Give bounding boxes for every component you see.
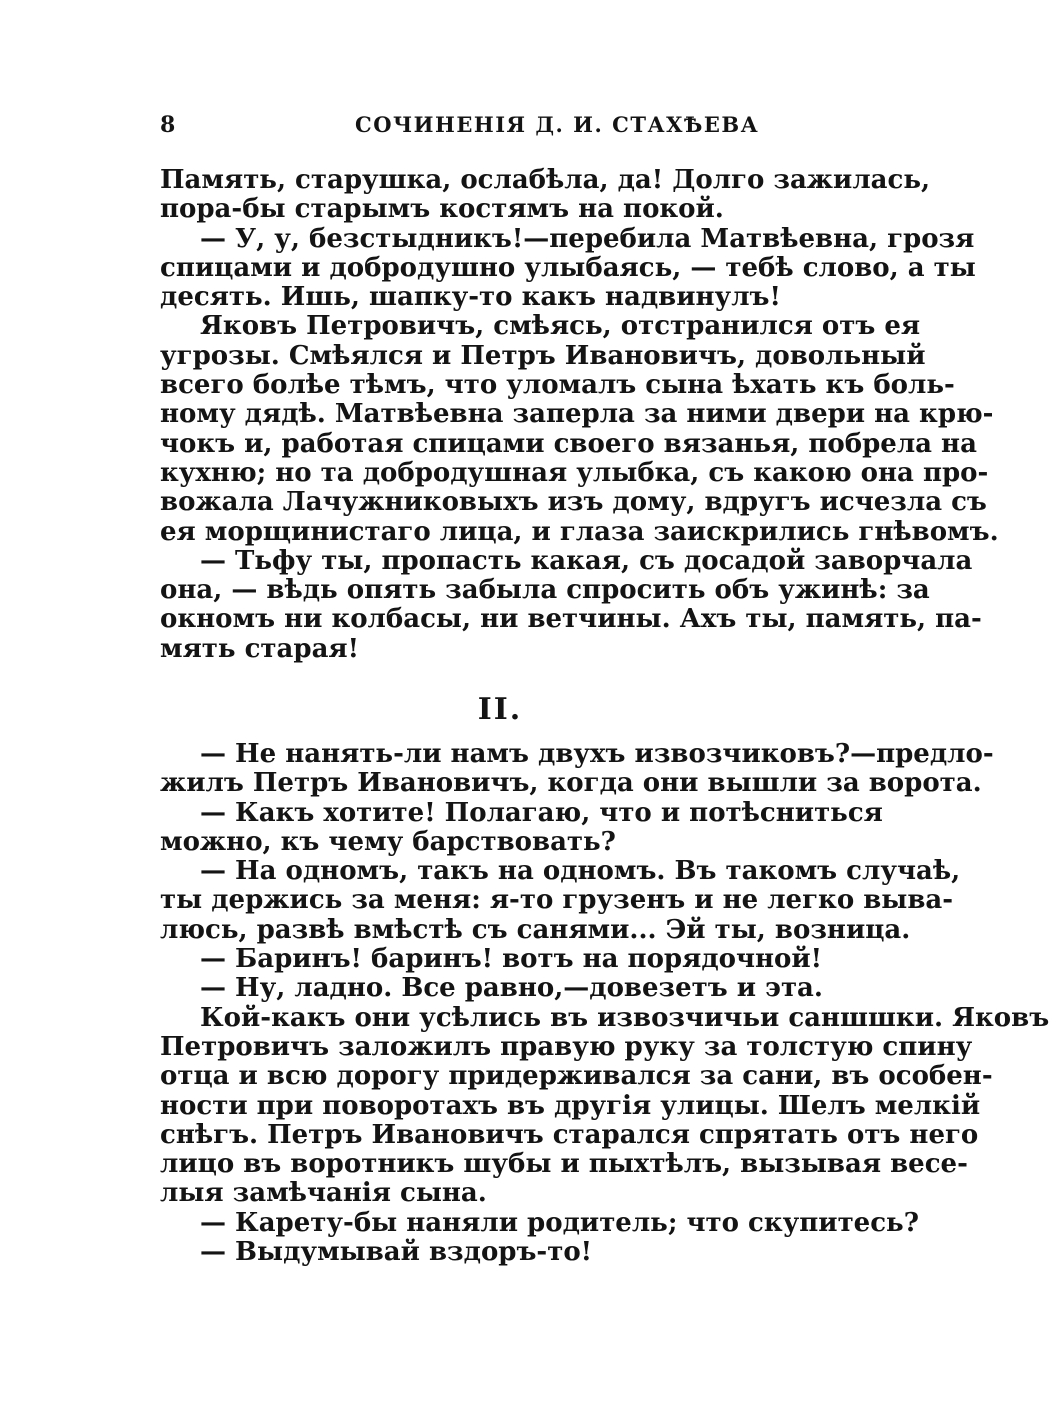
text-block-chapter-two [160, 739, 1049, 1268]
text-line: ности при поворотахъ въ другія улицы. Шелъ мелкій [160, 1090, 981, 1121]
text-line: — Выдумывай вздоръ-то! [200, 1237, 593, 1268]
text-line: — Какъ хотите! Полагаю, что и потѣсниться [200, 797, 883, 828]
text-line: ты держись за меня: я-то грузенъ и не легко выва- [160, 885, 954, 916]
text-line: десять. Ишь, шапку-то какъ надвинулъ! [160, 282, 781, 313]
text-line: вожала Лачужниковыхъ изъ дому, вдругъ исчезла съ [160, 487, 987, 518]
text-line: жилъ Петръ Ивановичъ, когда они вышли за ворота. [160, 768, 982, 799]
text-line: — Не нанять-ли намъ двухъ извозчиковъ?—предло- [200, 739, 994, 769]
text-line: лицо въ воротникъ шубы и пыхтѣлъ, вызывая весе- [160, 1149, 968, 1180]
page-header [160, 112, 850, 142]
text-line: — У, у, безстыдникъ!—перебила Матвѣевна, грозя [200, 223, 975, 254]
text-line: Петровичъ заложилъ правую руку за толстую спину [160, 1031, 973, 1062]
text-line: — Тьфу ты, пропасть какая, съ досадой заворчала [200, 545, 973, 576]
text-line: мять старая! [160, 633, 360, 664]
chapter-heading: II. [477, 692, 523, 727]
text-line: спицами и добродушно улыбаясь, — тебѣ слово, а ты [160, 252, 976, 283]
running-title: СОЧИНЕНІЯ Д. И. СТАХѢЕВА [355, 112, 760, 137]
text-line: всего болѣе тѣмъ, что уломалъ сына ѣхать къ боль- [160, 370, 955, 401]
text-line: Память, старушка, ослабѣла, да! Долго зажилась, [160, 165, 931, 195]
text-line: отца и всю дорогу придерживался за сани, въ особен- [160, 1061, 993, 1092]
text-line: окномъ ни колбасы, ни ветчины. Ахъ ты, память, па- [160, 604, 982, 635]
text-line: кухню; но та добродушная улыбка, съ какою она про- [160, 457, 989, 488]
text-line: Яковъ Петровичъ, смѣясь, отстранился отъ ея [200, 311, 921, 342]
text-line: — Карету-бы наняли родитель; что скупитесь? [200, 1207, 919, 1238]
text-line: пора-бы старымъ костямъ на покой. [160, 194, 724, 225]
text-line: чокъ и, работая спицами своего вязанья, побрела на [160, 428, 977, 459]
text-line: — Ну, ладно. Все равно,—довезетъ и эта. [200, 973, 823, 1004]
text-line: Кой-какъ они усѣлись въ извозчичьи саншшки. Яковъ [200, 1002, 1049, 1033]
text-line: можно, къ чему барствовать? [160, 826, 616, 857]
text-line: снѣгъ. Петръ Ивановичъ старался спрятать отъ него [160, 1119, 979, 1150]
page-number: 8 [160, 112, 176, 138]
text-line: угрозы. Смѣялся и Петръ Ивановичъ, довольный [160, 340, 926, 371]
text-line: ному дядѣ. Матвѣевна заперла за ними двери на крю- [160, 399, 994, 430]
text-line: люсь, развѣ вмѣстѣ съ санями... Эй ты, возница. [160, 914, 911, 945]
text-line: ея морщинистаго лица, и глаза заискрились гнѣвомъ. [160, 516, 999, 547]
text-line: — Баринъ! баринъ! вотъ на порядочной! [200, 944, 823, 975]
text-line: — На одномъ, такъ на одномъ. Въ такомъ случаѣ, [200, 856, 961, 887]
text-line: лыя замѣчанія сына. [160, 1178, 487, 1209]
text-block-chapter-one-end [160, 165, 999, 664]
text-line: она, — вѣдь опять забыла спросить объ ужинѣ: за [160, 575, 930, 606]
